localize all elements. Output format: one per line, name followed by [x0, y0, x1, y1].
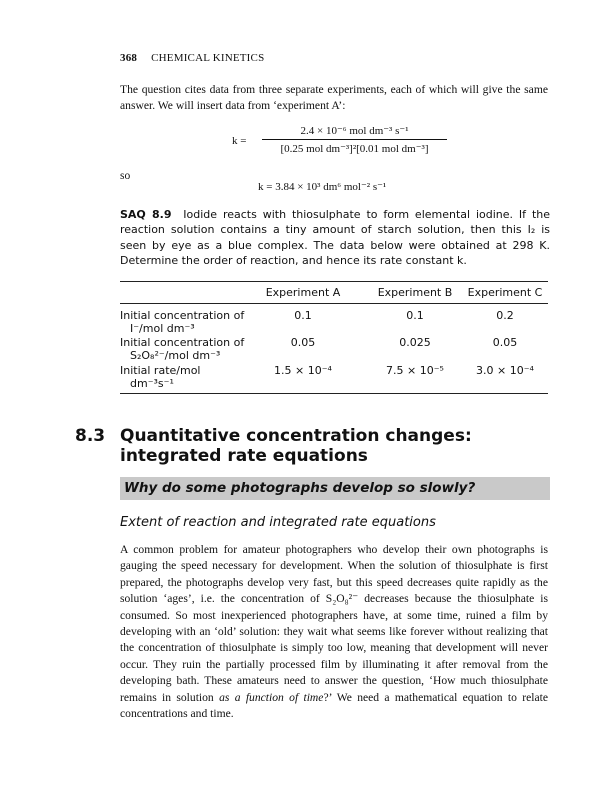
table-row-label	[120, 336, 270, 362]
body-text-italic: as a function of time	[219, 690, 324, 704]
table-cell: 7.5 × 10⁻⁵	[386, 364, 444, 377]
table-cell: 0.1	[406, 309, 424, 322]
subheading: Extent of reaction and integrated rate equations	[120, 515, 436, 530]
table-cell: 0.05	[290, 336, 316, 349]
banner-question: Why do some photographs develop so slowly?	[124, 480, 476, 496]
fraction-bar	[262, 139, 447, 140]
page-number: 368	[120, 52, 138, 64]
section-title	[120, 426, 550, 466]
section-number: 8.3	[75, 426, 106, 446]
row-label-line2: I⁻/mol dm⁻³	[130, 322, 195, 335]
equation-numerator: 2.4 × 10⁻⁶ mol dm⁻³ s⁻¹	[300, 125, 409, 137]
row-label-line1: Initial concentration of	[120, 336, 245, 349]
rate-constant-result: k = 3.84 × 10³ dm⁶ mol⁻² s⁻¹	[258, 181, 387, 193]
chapter-title: CHEMICAL KINETICS	[151, 52, 265, 64]
column-header-experiment-c: Experiment C	[467, 286, 543, 299]
table-cell: 0.2	[496, 309, 514, 322]
intro-paragraph: The question cites data from three separate experiments, each of which will give the same answer. We will insert data from ‘experiment A’:	[120, 83, 548, 113]
row-label-line2: S₂O₈²⁻/mol dm⁻³	[130, 349, 221, 362]
so-word: so	[120, 170, 131, 182]
row-label-line2: dm⁻³s⁻¹	[130, 377, 174, 390]
table-cell: 0.025	[399, 336, 431, 349]
saq-question	[120, 207, 550, 268]
section-title-line1: Quantitative concentration changes:	[120, 426, 472, 446]
question-banner	[120, 477, 550, 500]
equation-denominator: [0.25 mol dm⁻³]²[0.01 mol dm⁻³]	[280, 143, 429, 155]
row-label-line1: Initial rate/mol	[120, 364, 201, 377]
body-text-part2: ?’ We need a mathematical equation to relate concentrations and time.	[120, 690, 548, 721]
table-bottom-rule	[120, 393, 548, 394]
column-header-experiment-b: Experiment B	[377, 286, 453, 299]
table-cell: 3.0 × 10⁻⁴	[476, 364, 534, 377]
equation-lhs: k =	[232, 135, 247, 147]
body-paragraph	[120, 542, 548, 722]
column-header-experiment-a: Experiment A	[265, 286, 341, 299]
body-text-part1: A common problem for amateur photographers who develop their own photographs is gauging the speed necessary for development. When the solution of thiosulphate is first prepared, the photographs develop very fast, but this speed decreases quite rapidly as the solution ‘ages’, i.e. the concentration of S₂O₈²⁻ decreases because the thiosulphate is consumed. So most inexperienced photographers have, at some time, ruined a film by developing with an ‘old’ solution: they wait what seems like forever without realizing that the concentration of thiosulphate is simply too low, meaning that development will never occur. They ruin the partially processed film by illuminating it after removal from the developing bath. These amateurs need to answer the question, ‘How much thiosulphate remains in solution	[120, 543, 548, 704]
section-title-line2: integrated rate equations	[120, 446, 368, 466]
running-head	[120, 52, 264, 64]
row-label-line1: Initial concentration of	[120, 309, 245, 322]
saq-label: SAQ 8.9	[120, 208, 172, 221]
table-cell: 0.1	[294, 309, 312, 322]
table-cell: 1.5 × 10⁻⁴	[274, 364, 332, 377]
table-row-label	[120, 364, 270, 390]
equation-fraction	[262, 124, 447, 155]
saq-text: Iodide reacts with thiosulphate to form elemental iodine. If the reaction solution contains a tiny amount of starch solution, then this I₂ is seen by eye as a blue complex. The data below were obtained at 298 K. Determine the order of reaction, and hence its rate constant k.	[120, 208, 550, 267]
table-top-rule	[120, 281, 548, 282]
table-row-label	[120, 309, 270, 335]
table-header-rule	[120, 303, 548, 304]
table-cell: 0.05	[492, 336, 518, 349]
